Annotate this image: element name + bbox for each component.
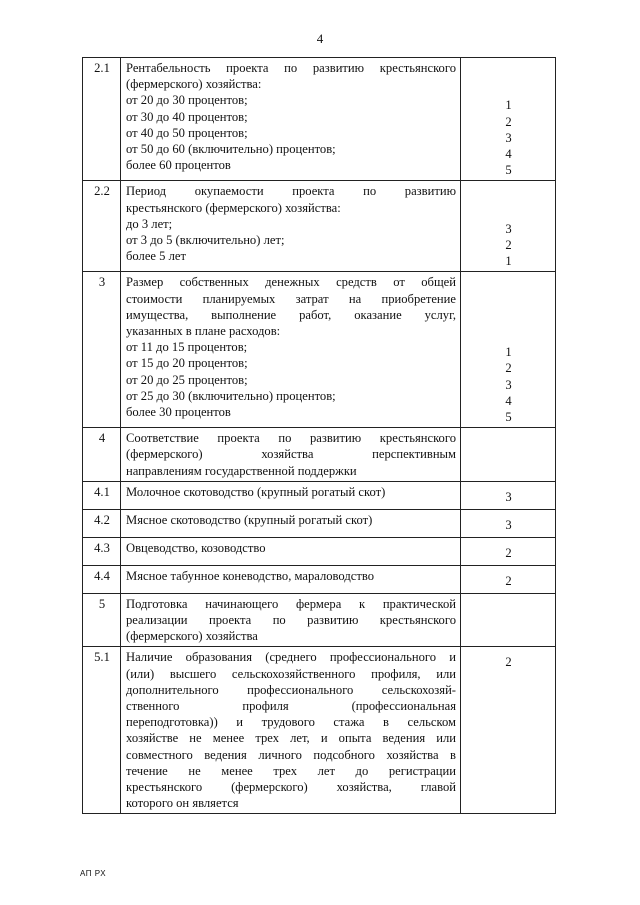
description-line: Подготовка начинающего фермера к практической [126,596,456,611]
option-score: 3 [505,377,512,392]
table-row [83,537,556,565]
option-score: 3 [505,221,512,236]
option-text: от 30 до 40 процентов; [126,109,248,124]
description-line: дополнительного профессионального сельскохозяй- [126,682,456,697]
option-score: 4 [505,146,512,161]
description-line: имущества, выполнение работ, оказание услуг, [126,307,456,322]
option-text: до 3 лет; [126,216,173,231]
option-score: 2 [505,114,512,129]
description-line: направлениям государственной поддержки [126,463,357,478]
option-score: 1 [505,345,512,360]
row-description [121,58,461,181]
row-number: 5.1 [83,647,121,814]
description-line: Наличие образования (среднего профессионального и [126,650,456,665]
option-text: от 3 до 5 (включительно) лет; [126,233,285,247]
row-number: 4 [83,428,121,482]
row-description [121,272,461,428]
row-number: 4.2 [83,509,121,537]
row-score [461,58,556,181]
option-text: от 20 до 30 процентов; [126,93,248,108]
option-text: от 40 до 50 процентов; [126,125,248,140]
table-row [83,509,556,537]
row-number: 4.4 [83,565,121,593]
criteria-table [82,57,556,814]
row-score: 3 [461,509,556,537]
description-line: ственного профиля (профессиональная [126,698,456,713]
row-number: 5 [83,593,121,647]
row-score: 2 [461,647,556,814]
row-score [461,593,556,647]
option-score: 5 [505,163,512,178]
description-line: Период окупаемости проекта по развитию [126,184,456,199]
row-description [121,593,461,647]
row-description: Овцеводство, козоводство [121,537,461,565]
table-row [83,565,556,593]
description-line: переподготовка)) и трудового стажа в сельском [126,715,456,730]
row-description [121,428,461,482]
row-score [461,272,556,428]
row-score: 2 [461,565,556,593]
description-line: крестьянского (фермерского) хозяйства: [126,200,341,215]
description-line: Размер собственных денежных средств от общей [126,275,456,290]
option-score: 1 [505,254,512,269]
description-line: (фермерского) хозяйства: [126,77,262,92]
option-text: от 25 до 30 (включительно) процентов; [126,388,336,403]
description-line: течение не менее трех лет до регистрации [126,763,456,778]
footer-stamp: АП РХ [80,869,107,878]
description-line: Рентабельность проекта по развитию крестьянского [126,61,456,75]
option-score: 2 [505,361,512,376]
row-number: 4.3 [83,537,121,565]
description-line: крестьянского (фермерского) хозяйства, главой [126,779,456,794]
row-number: 2.2 [83,181,121,272]
description-line: (фермерского) хозяйства перспективным [126,447,456,462]
row-score [461,428,556,482]
table-row [83,272,556,428]
row-number: 3 [83,272,121,428]
description-line: стоимости планируемых затрат на приобретение [126,291,456,306]
option-score: 4 [505,393,512,408]
description-line: реализации проекта по развитию крестьянского [126,612,456,627]
row-score [461,181,556,272]
row-score: 3 [461,481,556,509]
row-score: 2 [461,537,556,565]
row-number: 4.1 [83,481,121,509]
table-row [83,647,556,814]
table-row [83,428,556,482]
description-line: совместного ведения личного подсобного хозяйства в [126,747,456,762]
option-score: 5 [505,409,512,424]
row-description: Мясное табунное коневодство, мараловодство [121,565,461,593]
option-text: от 20 до 25 процентов; [126,372,248,387]
option-score: 3 [505,130,512,145]
option-text: от 11 до 15 процентов; [126,340,248,355]
table-row [83,593,556,647]
description-line: которого он является [126,796,239,811]
option-score: 2 [505,237,512,252]
table-row [83,58,556,181]
row-number: 2.1 [83,58,121,181]
description-line: Соответствие проекта по развитию крестьянского [126,431,456,446]
table-row [83,181,556,272]
row-description: Мясное скотоводство (крупный рогатый скот) [121,509,461,537]
option-text: более 30 процентов [126,405,231,419]
table-row [83,481,556,509]
row-description: Молочное скотоводство (крупный рогатый скот) [121,481,461,509]
page-number: 4 [316,31,324,46]
description-line: хозяйстве не менее трех лет, и опыта ведения или [126,731,456,746]
row-description [121,647,461,814]
option-text: от 15 до 20 процентов; [126,356,248,371]
description-line: указанных в плане расходов: [126,323,281,338]
option-text: более 60 процентов [126,158,231,173]
description-line: (фермерского) хозяйства [126,629,258,644]
row-description [121,181,461,272]
option-score: 1 [505,98,512,113]
description-line: (или) высшего сельскохозяйственного профиля, или [126,666,456,681]
option-text: от 50 до 60 (включительно) процентов; [126,142,336,157]
option-text: более 5 лет [126,249,186,264]
